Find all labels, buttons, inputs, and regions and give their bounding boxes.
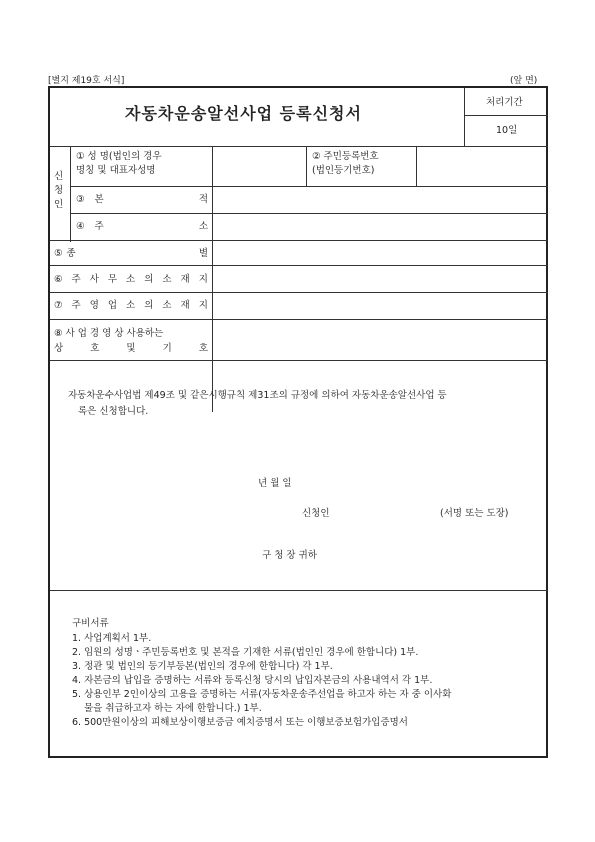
name-label-line2: 명칭 및 대표자성명 <box>76 165 156 176</box>
statement-line1: 자동차운수사업법 제49조 및 같은시행규칙 제31조의 규정에 의하여 자동차운송알선사업 등 <box>68 390 447 401</box>
processing-period-label: 처리기간 <box>486 97 523 108</box>
application-form <box>48 86 548 758</box>
statement-line2: 록은 신청합니다. <box>78 406 149 417</box>
application-date: 년 월 일 <box>258 478 292 489</box>
branch-office-location-label: ⑦ 주 영 업 소 의 소 재 지 <box>54 300 208 311</box>
form-number: [별지 제19호 서식] <box>48 76 125 86</box>
trade-name-label-line2: 상 호 및 기 호 <box>54 343 208 354</box>
address-label: ④ 주 소 <box>76 221 208 232</box>
processing-period-value: 10일 <box>496 125 518 136</box>
main-office-location-label: ⑥ 주 사 무 소 의 소 재 지 <box>54 274 208 285</box>
name-label-line1: ① 성 명(법인의 경우 <box>76 151 162 162</box>
applicant-group-label: 신 청 인 <box>54 171 64 210</box>
trade-name-label-line1: ⑧ 사 업 경 영 상 사용하는 <box>54 328 164 339</box>
form-title: 자동차운송알선사업 등록신청서 <box>125 104 362 123</box>
domicile-label: ③ 본 적 <box>76 194 208 205</box>
attachment-item-continued: 물을 취급하고자 하는 자에 한합니다.) 1부. <box>84 703 262 714</box>
business-type-label: ⑤ 종 별 <box>54 248 208 259</box>
applicant-signature-label: 신청인 <box>302 508 330 519</box>
attachments-heading: 구비서류 <box>72 618 109 629</box>
page-side-label: (앞 면) <box>510 76 538 86</box>
attachment-item: 6. 500만원이상의 피해보상이행보증금 예치증명서 또는 이행보증보험가입증명서 <box>72 717 408 728</box>
attachment-item: 2. 임원의 성명ㆍ주민등록번호 및 본적을 기재한 서류(법인인 경우에 한합니다) 1부. <box>72 647 419 658</box>
addressee: 구 청 장 귀하 <box>262 550 317 561</box>
sign-or-seal-label: (서명 또는 도장) <box>440 508 509 519</box>
resident-id-label-line1: ② 주민등록번호 <box>312 151 379 162</box>
resident-id-label-line2: (법인등기번호) <box>312 165 375 176</box>
attachment-item: 1. 사업계획서 1부. <box>72 633 152 644</box>
attachment-item: 5. 상용인부 2인이상의 고용을 증명하는 서류(자동차운송주선업을 하고자 하는 자 중 이사화 <box>72 689 452 700</box>
attachment-item: 4. 자본금의 납입을 증명하는 서류와 등록신청 당시의 납입자본금의 사용내역서 각 1부. <box>72 675 433 686</box>
attachment-item: 3. 정관 및 법인의 등기부등본(법인의 경우에 한합니다) 각 1부. <box>72 661 333 672</box>
